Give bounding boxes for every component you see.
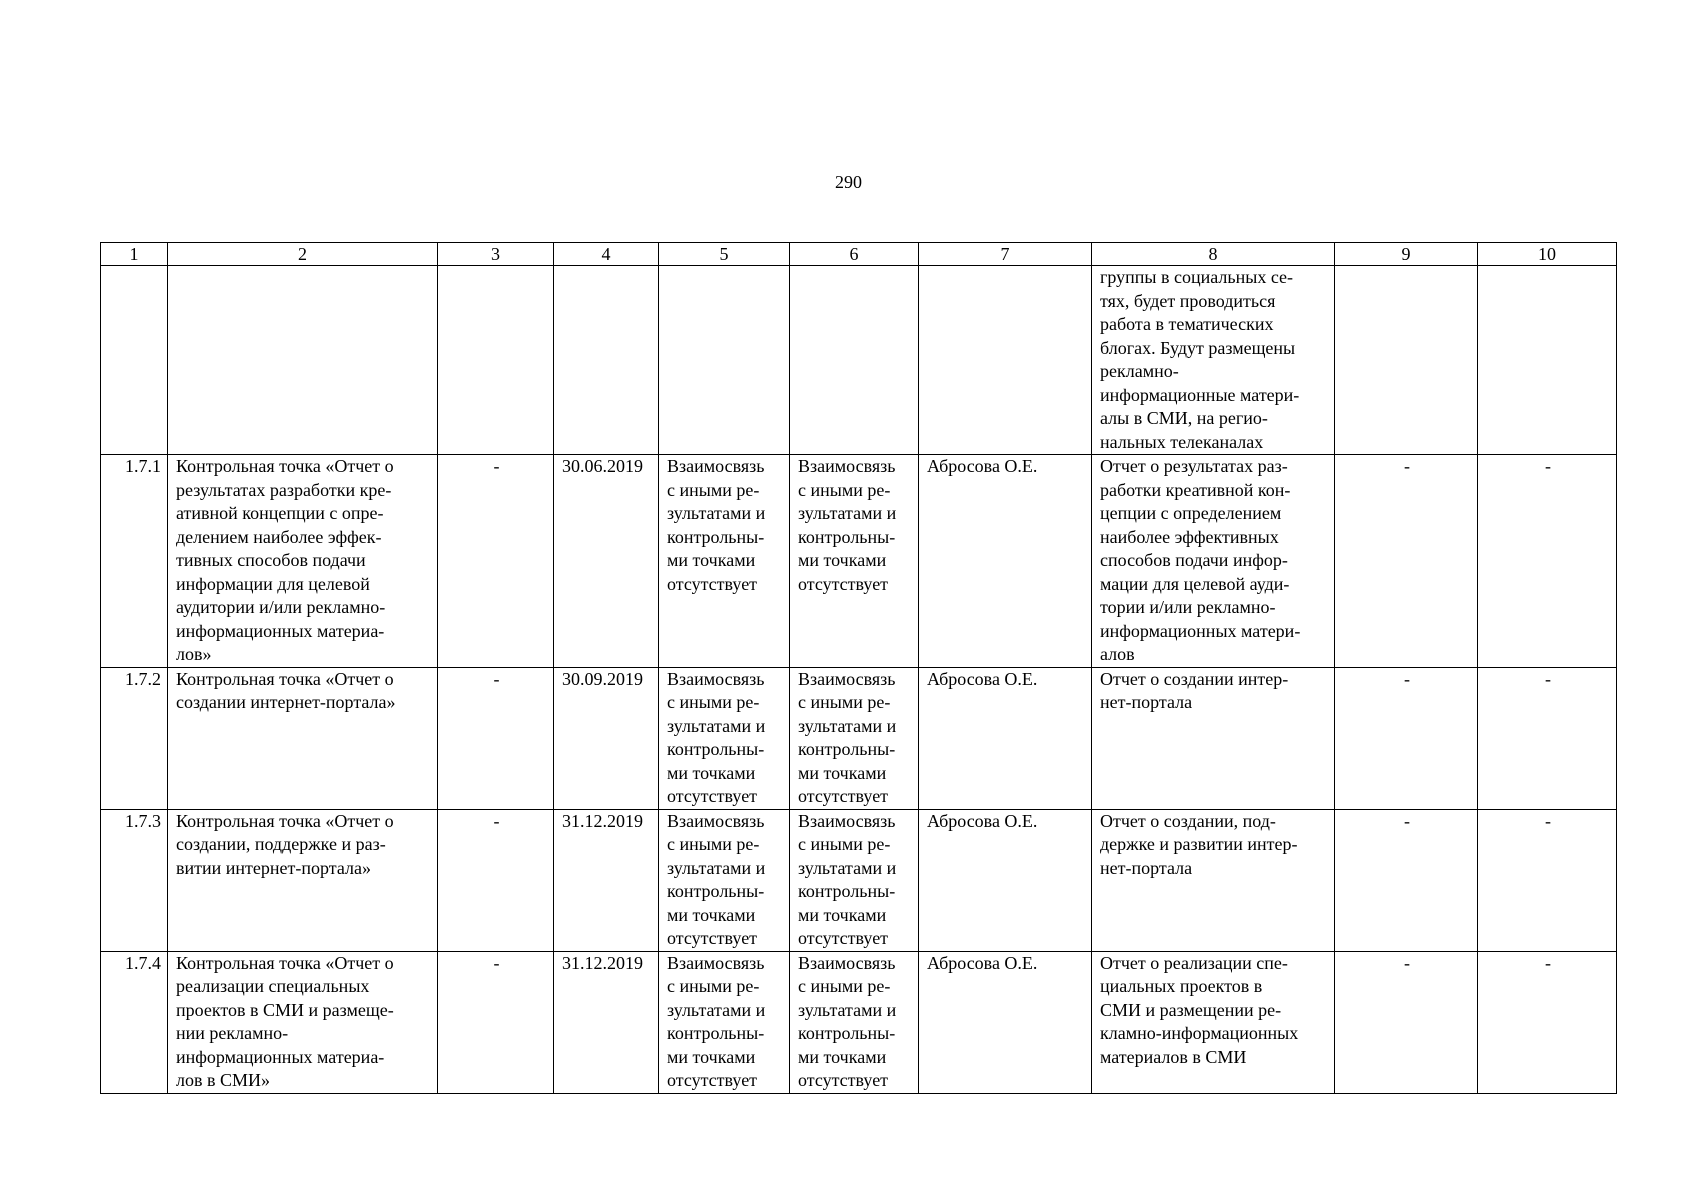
row-person: Абросова О.Е.: [919, 667, 1092, 809]
row-col6: Взаимосвязь с иными ре- зультатами и контрольны- ми точками отсутствует: [790, 455, 919, 668]
row-result: Отчет о создании, под- держке и развитии интер- нет-портала: [1092, 809, 1335, 951]
row-name: Контрольная точка «Отчет о создании, поддержке и раз- витии интернет-портала»: [168, 809, 438, 951]
row-number: 1.7.4: [101, 951, 168, 1093]
row-name: Контрольная точка «Отчет о создании интернет-портала»: [168, 667, 438, 809]
row-name: Контрольная точка «Отчет о результатах разработки кре- ативной концепции с опре- делением наиболее эффек- тивных способов подачи информации для целевой аудитории и/или рекламно- информационных материа- лов»: [168, 455, 438, 668]
header-cell: 5: [659, 243, 790, 266]
table-row: [101, 951, 1617, 1093]
row-col3: [438, 266, 554, 455]
row-result: группы в социальных се- тях, будет проводиться работа в тематических блогах. Будут размещены рекламно- информационные матери- алы в СМИ, на регио- нальных телеканалах: [1092, 266, 1335, 455]
header-cell: 6: [790, 243, 919, 266]
row-person: Абросова О.Е.: [919, 809, 1092, 951]
row-col3: -: [438, 667, 554, 809]
plan-table: [100, 242, 1617, 1094]
header-cell: 3: [438, 243, 554, 266]
row-col9: -: [1335, 951, 1478, 1093]
row-col9: [1335, 266, 1478, 455]
row-col9: -: [1335, 455, 1478, 668]
table-row: [101, 455, 1617, 668]
row-name: [168, 266, 438, 455]
table-row: [101, 809, 1617, 951]
row-number: 1.7.1: [101, 455, 168, 668]
header-cell: 4: [554, 243, 659, 266]
row-col5: Взаимосвязь с иными ре- зультатами и контрольны- ми точками отсутствует: [659, 455, 790, 668]
header-row: [101, 243, 1617, 266]
row-col10: -: [1478, 951, 1617, 1093]
row-col10: -: [1478, 667, 1617, 809]
row-result: Отчет о результатах раз- работки креативной кон- цепции с определением наиболее эффективных способов подачи инфор- мации для целевой ауди- тории и/или рекламно- информационных матери- алов: [1092, 455, 1335, 668]
row-date: [554, 266, 659, 455]
row-col6: [790, 266, 919, 455]
row-number: [101, 266, 168, 455]
row-col3: -: [438, 809, 554, 951]
row-col5: Взаимосвязь с иными ре- зультатами и контрольны- ми точками отсутствует: [659, 809, 790, 951]
header-cell: 10: [1478, 243, 1617, 266]
row-result: Отчет о создании интер- нет-портала: [1092, 667, 1335, 809]
row-date: 31.12.2019: [554, 809, 659, 951]
row-number: 1.7.3: [101, 809, 168, 951]
header-cell: 1: [101, 243, 168, 266]
row-col10: [1478, 266, 1617, 455]
row-date: 30.06.2019: [554, 455, 659, 668]
row-number: 1.7.2: [101, 667, 168, 809]
row-date: 30.09.2019: [554, 667, 659, 809]
page-number: 290: [835, 172, 862, 192]
header-cell: 2: [168, 243, 438, 266]
row-result: Отчет о реализации спе- циальных проектов в СМИ и размещении ре- кламно-информационных материалов в СМИ: [1092, 951, 1335, 1093]
row-col3: -: [438, 455, 554, 668]
table-row: [101, 667, 1617, 809]
row-person: [919, 266, 1092, 455]
row-col3: -: [438, 951, 554, 1093]
row-name: Контрольная точка «Отчет о реализации специальных проектов в СМИ и размеще- нии рекламно- информационных материа- лов в СМИ»: [168, 951, 438, 1093]
header-cell: 8: [1092, 243, 1335, 266]
row-col6: Взаимосвязь с иными ре- зультатами и контрольны- ми точками отсутствует: [790, 809, 919, 951]
row-person: Абросова О.Е.: [919, 951, 1092, 1093]
row-col6: Взаимосвязь с иными ре- зультатами и контрольны- ми точками отсутствует: [790, 951, 919, 1093]
header-cell: 9: [1335, 243, 1478, 266]
row-col10: -: [1478, 809, 1617, 951]
row-col6: Взаимосвязь с иными ре- зультатами и контрольны- ми точками отсутствует: [790, 667, 919, 809]
row-col5: Взаимосвязь с иными ре- зультатами и контрольны- ми точками отсутствует: [659, 951, 790, 1093]
row-col5: Взаимосвязь с иными ре- зультатами и контрольны- ми точками отсутствует: [659, 667, 790, 809]
header-cell: 7: [919, 243, 1092, 266]
table-row: [101, 266, 1617, 455]
row-col9: -: [1335, 667, 1478, 809]
row-col5: [659, 266, 790, 455]
row-col9: -: [1335, 809, 1478, 951]
row-date: 31.12.2019: [554, 951, 659, 1093]
row-person: Абросова О.Е.: [919, 455, 1092, 668]
row-col10: -: [1478, 455, 1617, 668]
